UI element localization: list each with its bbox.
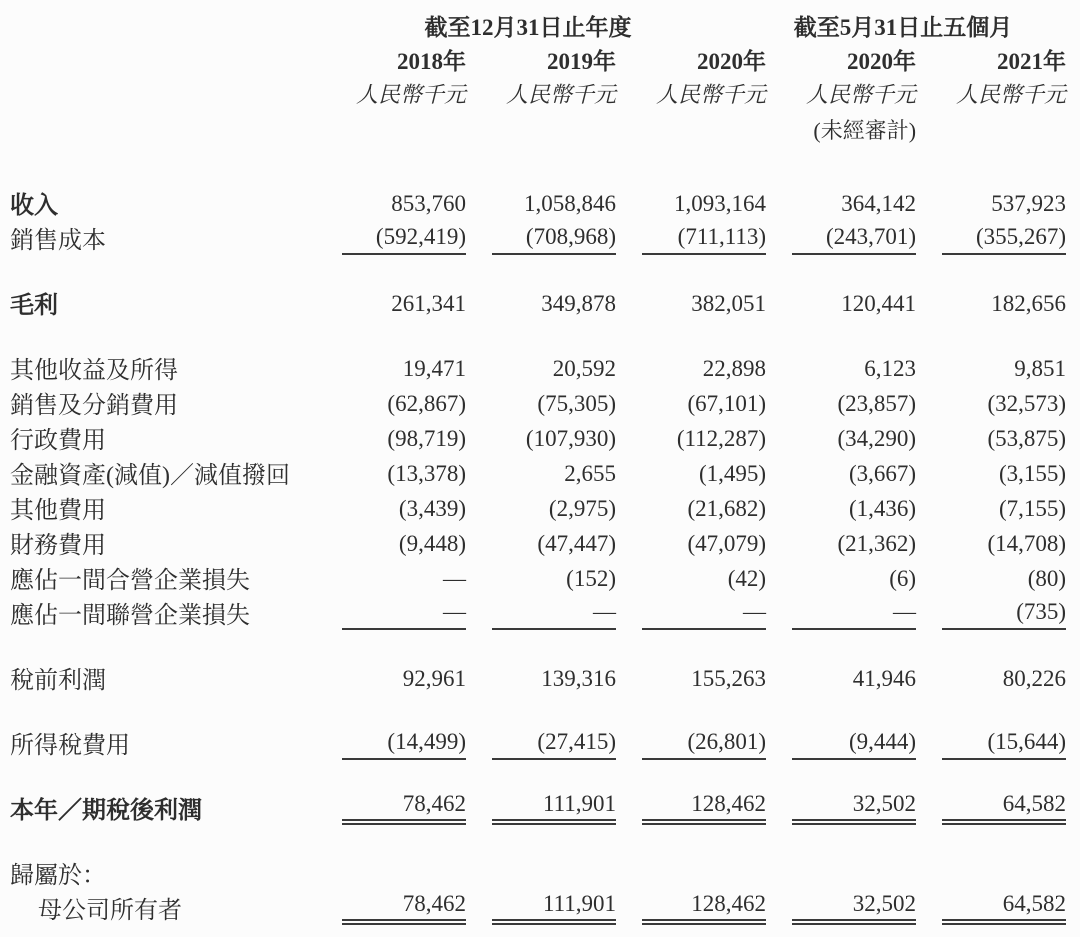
value-cell: 22,898 [702,356,767,381]
row-label: 銷售成本 [10,228,106,254]
value-cell: (47,447) [537,531,616,556]
value-cell: 349,878 [541,291,616,316]
value-cell: — [443,566,466,591]
column-group-annual: 截至12月31日止年度 [424,15,632,40]
year-header: 2021年 [997,49,1067,74]
value-cell: 537,923 [991,191,1067,216]
value-cell: 41,946 [852,666,917,691]
spacer-row [0,695,1080,725]
value-cell: 853,760 [391,191,466,216]
value-cell: 20,592 [552,356,616,381]
value-cell: (1,495) [698,461,767,486]
unit-header: 人民幣千元 [355,82,466,107]
value-cell: (9,448) [398,531,466,556]
value-cell: 80,226 [1002,666,1067,691]
value-cell: 1,093,164 [674,191,767,216]
income-statement-table [0,6,1080,925]
table-row [0,525,1080,560]
table-row [0,420,1080,455]
spacer-row [0,630,1080,660]
unit-header: 人民幣千元 [505,82,616,107]
value-cell: 128,462 [642,891,766,925]
row-label: 其他收益及所得 [10,358,178,384]
header-spacer [0,6,330,42]
column-group-five-months: 截至5月31日止五個月 [793,15,1013,40]
row-label: 金融資產(減值)／減值撥回 [10,463,290,489]
value-cell: (42) [727,566,767,591]
table-row [0,385,1080,420]
table-row [0,855,1080,890]
table-row [0,490,1080,525]
value-cell: (708,968) [492,224,616,255]
note-header [480,109,630,145]
value-cell: (3,667) [848,461,917,486]
spacer-row [0,760,1080,790]
value-cell: (26,801) [642,729,766,760]
value-cell: 64,582 [942,891,1066,925]
value-cell: (13,378) [387,461,466,486]
value-cell: (21,362) [837,531,917,556]
table-row [0,185,1080,220]
value-cell: (112,287) [676,426,767,451]
row-label: 銷售及分銷費用 [10,393,178,419]
year-header-row [0,42,1080,76]
spacer-row [0,255,1080,285]
spacer-row [0,145,1080,185]
value-cell: (9,444) [792,729,916,760]
value-cell: 32,502 [792,891,916,925]
value-cell: (21,682) [687,496,767,521]
value-cell: 78,462 [342,791,466,825]
table-row [0,660,1080,695]
table-body [0,145,1080,925]
value-cell: 32,502 [792,791,916,825]
value-cell: (711,113) [642,224,766,255]
value-cell: 111,901 [492,791,616,825]
value-cell: (592,419) [342,224,466,255]
value-cell: (14,499) [342,729,466,760]
value-cell: (243,701) [792,224,916,255]
value-cell: (23,857) [837,391,917,416]
row-label: 母公司所有者 [38,898,182,924]
table-row [0,560,1080,595]
value-cell: (62,867) [387,391,466,416]
table-row [0,890,1080,925]
table-row [0,725,1080,760]
table-row [0,595,1080,630]
note-header [330,109,480,145]
value-cell: (32,573) [987,391,1067,416]
unit-header: 人民幣千元 [656,82,767,107]
value-cell: (98,719) [387,426,466,451]
value-cell: — [342,599,466,630]
row-label: 毛利 [10,293,58,319]
row-label: 所得稅費用 [10,733,130,759]
header-spacer [0,76,330,109]
value-cell: 155,263 [691,666,767,691]
note-header-row [0,109,1080,145]
spacer-row [0,320,1080,350]
row-label: 本年／期稅後利潤 [10,798,202,824]
value-cell: (67,101) [687,391,767,416]
unit-header-row [0,76,1080,109]
value-cell: (2,975) [548,496,616,521]
year-header: 2020年 [847,49,917,74]
value-cell: 111,901 [492,891,616,925]
value-cell: (3,439) [398,496,466,521]
value-cell: 9,851 [1014,356,1067,381]
value-cell: (47,079) [687,531,767,556]
year-header: 2019年 [547,49,616,74]
table-row [0,285,1080,320]
value-cell: 128,462 [642,791,766,825]
value-cell: (15,644) [942,729,1066,760]
value-cell: — [642,599,766,630]
value-cell: (14,708) [987,531,1067,556]
value-cell: 19,471 [402,356,466,381]
value-cell: 382,051 [691,291,767,316]
year-header: 2020年 [697,49,767,74]
spacer-row [0,825,1080,855]
unit-header: 人民幣千元 [956,82,1067,107]
table-header [0,6,1080,145]
header-spacer [0,109,330,145]
value-cell: — [792,599,916,630]
value-cell: — [492,599,616,630]
value-cell: (152) [566,566,616,591]
note-header [930,109,1080,145]
table-row [0,455,1080,490]
value-cell: 78,462 [342,891,466,925]
value-cell: 261,341 [391,291,466,316]
value-cell: 6,123 [864,356,917,381]
row-label: 應佔一間合營企業損失 [10,568,250,594]
value-cell: 64,582 [942,791,1066,825]
value-cell: 182,656 [991,291,1067,316]
value-cell: (3,155) [998,461,1067,486]
value-cell: 92,961 [402,666,466,691]
row-label: 財務費用 [10,533,106,559]
row-label: 其他費用 [10,498,106,524]
value-cell: (27,415) [492,729,616,760]
value-cell: (1,436) [848,496,917,521]
value-cell: (6) [889,566,917,591]
unit-header: 人民幣千元 [806,82,917,107]
value-cell: (80) [1027,566,1067,591]
row-label: 歸屬於： [10,863,106,889]
note-header [630,109,780,145]
value-cell: 1,058,846 [524,191,616,216]
header-spacer [0,42,330,76]
column-group-row [0,6,1080,42]
value-cell: (735) [942,599,1066,630]
value-cell: (53,875) [987,426,1067,451]
value-cell: 2,655 [564,461,616,486]
unaudited-note: (未經審計) [813,118,917,143]
table-row [0,220,1080,255]
row-label: 稅前利潤 [10,668,106,694]
value-cell: (75,305) [537,391,616,416]
value-cell: 139,316 [541,666,616,691]
year-header: 2018年 [397,49,466,74]
value-cell: (34,290) [837,426,917,451]
row-label: 應佔一間聯營企業損失 [10,603,250,629]
table-row [0,790,1080,825]
value-cell: 364,142 [841,191,917,216]
value-cell: (107,930) [525,426,616,451]
row-label: 行政費用 [10,428,106,454]
table-row [0,350,1080,385]
value-cell: 120,441 [841,291,917,316]
row-label: 收入 [10,193,58,219]
value-cell: (7,155) [998,496,1067,521]
value-cell: (355,267) [942,224,1066,255]
